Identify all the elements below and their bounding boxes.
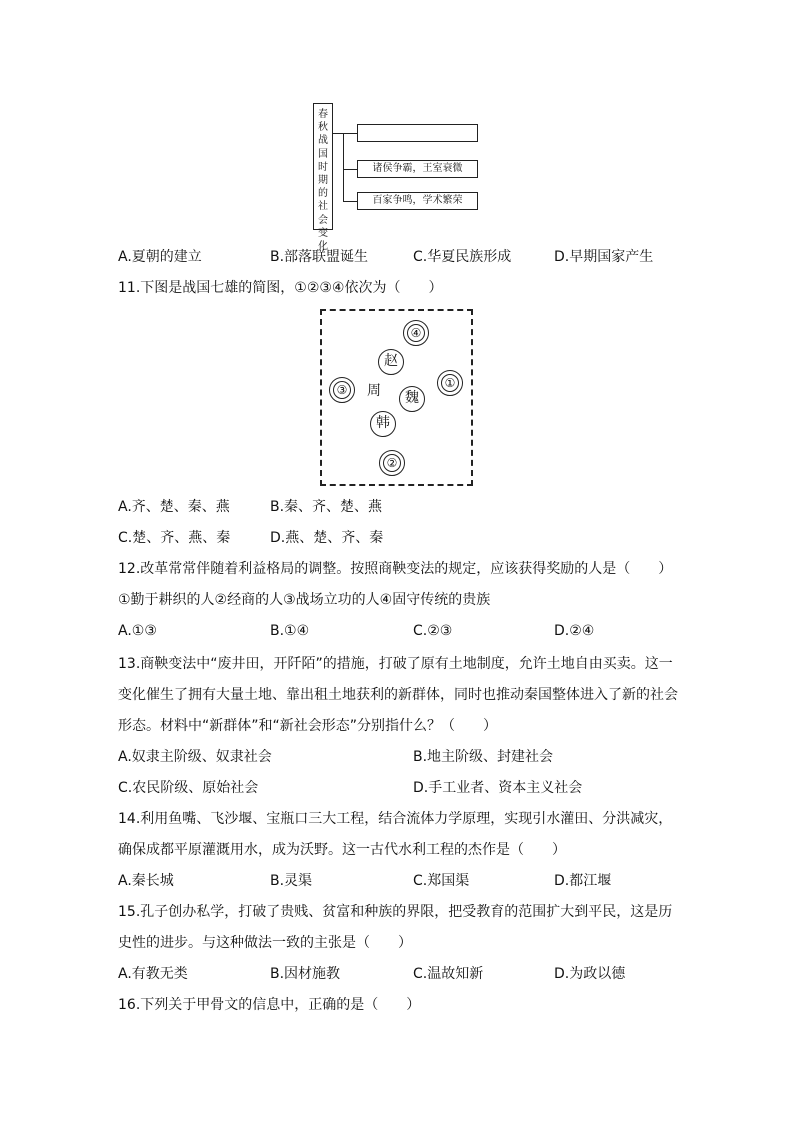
question-11-stem: 11.下图是战国七雄的简图，①②③④依次为（ ） xyxy=(118,280,443,296)
option-c: C.华夏民族形成 xyxy=(413,249,512,265)
question-12-items: ①勤于耕织的人②经商的人③战场立功的人④固守传统的贵族 xyxy=(118,592,491,608)
option-c: C.农民阶级、原始社会 xyxy=(118,780,259,796)
question-13-line: 13.商鞅变法中“废井田，开阡陌”的措施，打破了原有土地制度，允许土地自由买卖。这一 xyxy=(118,656,673,672)
diagram-blank-box xyxy=(357,124,478,142)
question-14-line: 14.利用鱼嘴、飞沙堰、宝瓶口三大工程，结合流体力学原理，实现引水灌田、分洪减灾， xyxy=(118,811,673,827)
option-a: A.①③ xyxy=(118,623,157,639)
option-d: D.早期国家产生 xyxy=(554,249,654,265)
question-13-line: 形态。材料中“新群体”和“新社会形态”分别指什么？（ ） xyxy=(118,718,498,734)
option-a: A.齐、楚、秦、燕 xyxy=(118,499,230,515)
question-16-stem: 16.下列关于甲骨文的信息中，正确的是（ ） xyxy=(118,997,421,1013)
option-c: C.②③ xyxy=(413,623,453,639)
option-c: C.郑国渠 xyxy=(413,873,470,889)
map-state-wei: 魏 xyxy=(399,386,425,412)
diagram-vertical-label: 春秋战国时期的社会变化 xyxy=(318,109,328,253)
question-14-line: 确保成都平原灌溉用水，成为沃野。这一古代水利工程的杰作是（ ） xyxy=(118,842,566,858)
connector-line xyxy=(343,201,357,202)
map-state-zhou: 周 xyxy=(367,383,381,399)
warring-states-map xyxy=(320,309,473,486)
question-15-line: 史性的进步。与这种做法一致的主张是（ ） xyxy=(118,935,412,951)
option-a: A.有教无类 xyxy=(118,966,188,982)
connector-line xyxy=(333,133,343,134)
option-d: D.为政以德 xyxy=(554,966,626,982)
option-b: B.地主阶级、封建社会 xyxy=(413,749,554,765)
question-15-line: 15.孔子创办私学，打破了贵贱、贫富和种族的界限，把受教育的范围扩大到平民，这是历 xyxy=(118,904,673,920)
connector-line xyxy=(343,133,357,134)
option-b: B.秦、齐、楚、燕 xyxy=(270,499,383,515)
map-marker-1: ① xyxy=(437,370,463,396)
option-c: C.温故知新 xyxy=(413,966,484,982)
option-b: B.部落联盟诞生 xyxy=(270,249,369,265)
map-marker-3: ③ xyxy=(329,377,355,403)
question-13-line: 变化催生了拥有大量土地、靠出租土地获利的新群体，同时也推动秦国整体进入了新的社会 xyxy=(118,687,678,703)
map-state-zhao: 赵 xyxy=(378,349,404,375)
option-d: D.手工业者、资本主义社会 xyxy=(413,780,583,796)
map-marker-4: ④ xyxy=(403,320,429,346)
map-marker-2: ② xyxy=(379,450,405,476)
map-state-han: 韩 xyxy=(370,411,396,437)
question-12-stem: 12.改革常常伴随着利益格局的调整。按照商鞅变法的规定，应该获得奖励的人是（ ） xyxy=(118,561,673,577)
option-d: D.都江堰 xyxy=(554,873,612,889)
diagram-vertical-box xyxy=(313,103,333,253)
option-b: B.灵渠 xyxy=(270,873,313,889)
connector-line xyxy=(343,133,344,201)
option-a: A.秦长城 xyxy=(118,873,174,889)
option-d: D.②④ xyxy=(554,623,595,639)
option-d: D.燕、楚、齐、秦 xyxy=(270,530,384,546)
option-a: A.奴隶主阶级、奴隶社会 xyxy=(118,749,272,765)
option-a: A.夏朝的建立 xyxy=(118,249,202,265)
connector-line xyxy=(343,169,357,170)
diagram-box: 诸侯争霸，王室衰微 xyxy=(357,160,478,178)
option-c: C.楚、齐、燕、秦 xyxy=(118,530,231,546)
option-b: B.①④ xyxy=(270,623,310,639)
option-b: B.因材施教 xyxy=(270,966,341,982)
diagram-box: 百家争鸣，学术繁荣 xyxy=(357,192,478,210)
